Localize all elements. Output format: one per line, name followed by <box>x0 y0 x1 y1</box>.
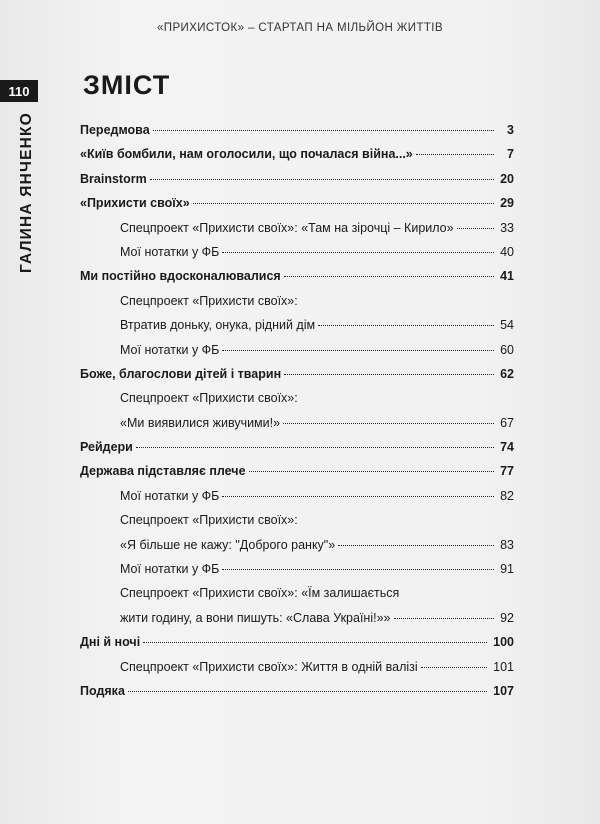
author-name: ГАЛИНА ЯНЧЕНКО <box>18 112 35 273</box>
dot-leader <box>153 129 494 131</box>
toc-entry-title: Ми постійно вдосконалювалися <box>80 269 281 284</box>
dot-leader <box>283 422 494 424</box>
toc-entry-title: «Прихисти своїх» <box>80 196 190 211</box>
toc-entry-title: Мої нотатки у ФБ <box>120 488 220 503</box>
toc-entry-page: 100 <box>493 635 514 650</box>
toc-entry-title: Передмова <box>80 123 150 137</box>
toc-entry <box>80 435 514 459</box>
toc-entry <box>80 411 514 435</box>
toc-entry <box>80 606 514 630</box>
toc-entry <box>80 240 514 264</box>
toc-entry-title: Мої нотатки у ФБ <box>120 562 220 577</box>
toc-entry-page: 54 <box>500 318 514 333</box>
toc-entry-title: Спецпроект «Прихисти своїх»: «Їм залишається <box>120 586 400 601</box>
toc-entry-page: 77 <box>500 464 514 479</box>
toc-entry-title: Мої нотатки у ФБ <box>120 244 220 259</box>
dot-leader <box>150 178 494 180</box>
toc-entry-title: Спецпроект «Прихисти своїх»: <box>120 293 298 308</box>
page-number: 110 <box>0 80 38 102</box>
toc-entry <box>80 484 514 508</box>
toc-entry-page: 62 <box>500 366 514 381</box>
dot-leader <box>284 275 494 277</box>
toc-entry <box>80 679 514 703</box>
dot-leader <box>143 641 487 643</box>
toc-entry-title: Спецпроект «Прихисти своїх»: «Там на зірочці – Кирило» <box>120 220 454 235</box>
toc-entry-title: Втратив доньку, онука, рідний дім <box>120 318 316 333</box>
dot-leader <box>284 373 494 375</box>
toc-entry <box>80 459 514 483</box>
running-head: «ПРИХИСТОК» – СТАРТАП НА МІЛЬЙОН ЖИТТІВ <box>157 22 443 34</box>
toc-entry <box>80 386 514 410</box>
dot-leader <box>128 690 487 692</box>
toc-entry-title: Боже, благослови дітей і тварин <box>80 366 282 381</box>
dot-leader <box>249 470 494 472</box>
toc-entry-page: 41 <box>500 269 514 284</box>
toc-entry-title: Держава підставляє плече <box>80 464 246 479</box>
toc-entry <box>80 118 514 142</box>
toc-entry <box>80 289 514 313</box>
toc-entry-page: 91 <box>500 562 514 577</box>
dot-leader <box>457 227 494 229</box>
toc-entry-title: Дні й ночі <box>80 635 141 650</box>
toc-entry <box>80 264 514 288</box>
toc-entry-title: Brainstorm <box>80 171 147 186</box>
toc-title: ЗМІСТ <box>83 70 171 100</box>
toc-entry-title: Мої нотатки у ФБ <box>120 342 220 357</box>
toc-entry-page: 33 <box>500 220 514 235</box>
toc-entry <box>80 216 514 240</box>
dot-leader <box>193 202 494 204</box>
dot-leader <box>338 544 494 546</box>
toc-entry <box>80 191 514 215</box>
table-of-contents <box>80 118 514 703</box>
toc-entry-title: Рейдери <box>80 440 133 455</box>
toc-entry-title: Подяка <box>80 683 125 698</box>
toc-entry <box>80 655 514 679</box>
toc-entry <box>80 313 514 337</box>
dot-leader <box>416 153 494 155</box>
toc-entry-page: 29 <box>500 196 514 211</box>
dot-leader <box>421 666 487 668</box>
toc-entry <box>80 557 514 581</box>
toc-entry <box>80 362 514 386</box>
toc-entry-page: 7 <box>507 147 514 162</box>
dot-leader <box>222 495 494 497</box>
toc-entry-page: 74 <box>500 440 514 455</box>
toc-entry-page: 107 <box>493 683 514 698</box>
toc-entry-title: Спецпроект «Прихисти своїх»: Життя в одній валізі <box>120 659 418 674</box>
toc-entry-page: 3 <box>507 123 514 137</box>
toc-entry <box>80 167 514 191</box>
toc-entry <box>80 508 514 532</box>
toc-entry-page: 67 <box>500 415 514 430</box>
toc-entry-page: 82 <box>500 488 514 503</box>
toc-entry <box>80 338 514 362</box>
toc-entry-page: 20 <box>500 171 514 186</box>
toc-entry-title: «Київ бомбили, нам оголосили, що почалася війна...» <box>80 147 413 162</box>
toc-entry <box>80 142 514 166</box>
dot-leader <box>136 446 494 448</box>
dot-leader <box>222 251 494 253</box>
toc-entry-title: Спецпроект «Прихисти своїх»: <box>120 391 298 406</box>
dot-leader <box>394 617 495 619</box>
toc-entry-page: 101 <box>493 659 514 674</box>
toc-entry-page: 92 <box>500 610 514 625</box>
toc-entry-title: «Ми виявилися живучими!» <box>120 415 281 430</box>
dot-leader <box>222 568 494 570</box>
toc-entry <box>80 630 514 654</box>
dot-leader <box>318 324 494 326</box>
toc-entry-title: «Я більше не кажу: "Доброго ранку"» <box>120 537 336 552</box>
toc-entry-title: Спецпроект «Прихисти своїх»: <box>120 513 298 528</box>
toc-entry-page: 83 <box>500 537 514 552</box>
toc-entry-page: 60 <box>500 342 514 357</box>
toc-entry-page: 40 <box>500 244 514 259</box>
toc-entry <box>80 533 514 557</box>
toc-entry-title: жити годину, а вони пишуть: «Слава Україні!»» <box>120 610 391 625</box>
dot-leader <box>222 349 494 351</box>
toc-entry <box>80 581 514 605</box>
